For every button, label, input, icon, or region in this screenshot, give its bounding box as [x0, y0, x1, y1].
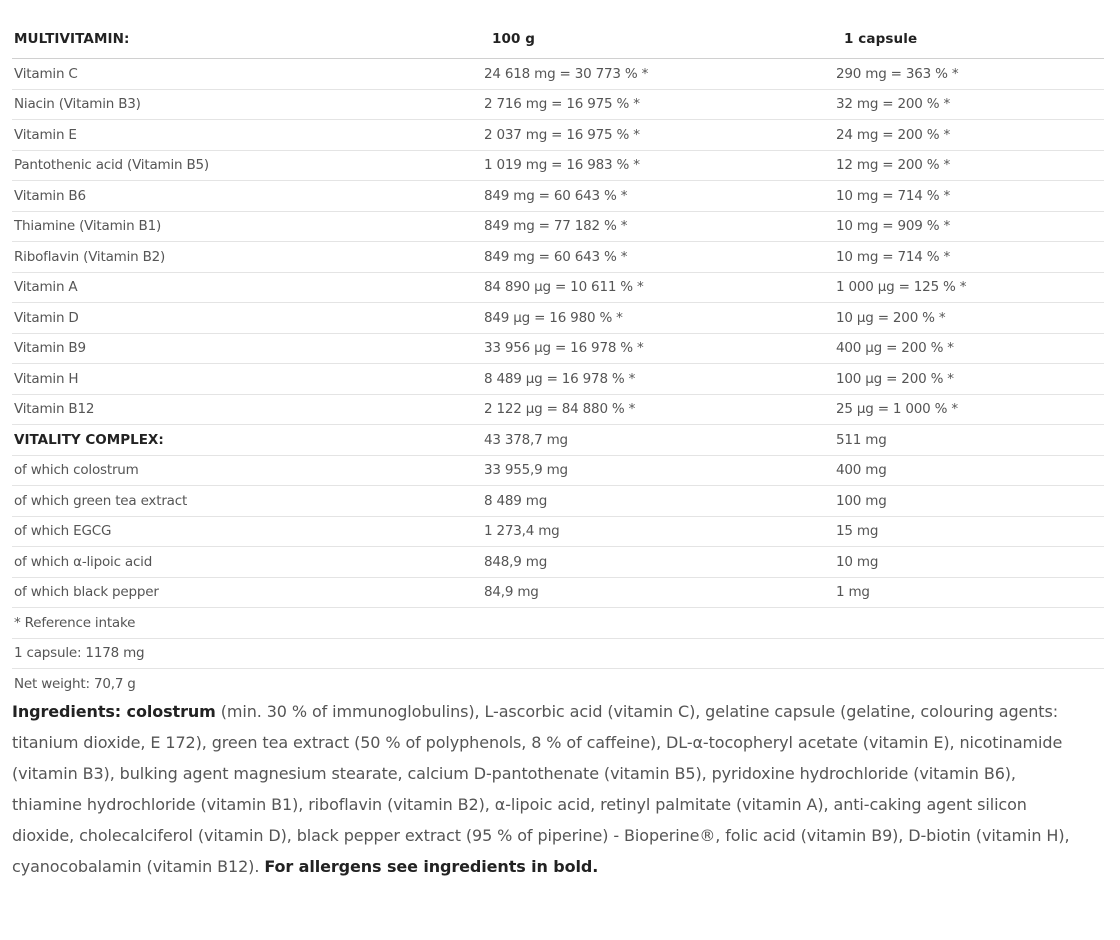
table-row — [12, 303, 1104, 334]
table-row — [12, 516, 1104, 547]
nutrient-name: Riboflavin (Vitamin B2) — [12, 242, 482, 273]
table-row — [12, 150, 1104, 181]
nutrient-name: VITALITY COMPLEX: — [12, 425, 482, 456]
value-capsule: 400 µg = 200 % * — [834, 333, 1104, 364]
value-100g: 84,9 mg — [482, 577, 834, 608]
nutrient-name: of which EGCG — [12, 516, 482, 547]
table-row — [12, 242, 1104, 273]
value-capsule: 1 mg — [834, 577, 1104, 608]
value-100g: 849 µg = 16 980 % * — [482, 303, 834, 334]
table-row — [12, 364, 1104, 395]
value-capsule — [834, 669, 1104, 699]
value-100g: 1 273,4 mg — [482, 516, 834, 547]
value-capsule — [834, 608, 1104, 639]
value-capsule: 100 mg — [834, 486, 1104, 517]
allergen-note: For allergens see ingredients in bold. — [264, 857, 599, 876]
value-capsule: 10 µg = 200 % * — [834, 303, 1104, 334]
value-capsule: 10 mg — [834, 547, 1104, 578]
nutrient-name: 1 capsule: 1178 mg — [12, 638, 482, 669]
nutrient-name: Vitamin E — [12, 120, 482, 151]
value-100g: 849 mg = 60 643 % * — [482, 242, 834, 273]
value-100g: 43 378,7 mg — [482, 425, 834, 456]
table-row — [12, 394, 1104, 425]
value-100g: 33 956 µg = 16 978 % * — [482, 333, 834, 364]
nutrient-name: * Reference intake — [12, 608, 482, 639]
nutrient-name: Net weight: 70,7 g — [14, 675, 136, 692]
value-capsule: 10 mg = 714 % * — [834, 242, 1104, 273]
value-100g: 8 489 mg — [482, 486, 834, 517]
table-header-row — [12, 20, 1104, 59]
value-100g: 8 489 µg = 16 978 % * — [482, 364, 834, 395]
value-100g — [482, 669, 834, 699]
table-row — [12, 272, 1104, 303]
table-row — [12, 577, 1104, 608]
table-row — [12, 486, 1104, 517]
table-row — [12, 211, 1104, 242]
table-row — [12, 608, 1104, 639]
header-multivitamin: MULTIVITAMIN: — [12, 20, 482, 59]
nutrient-name: of which α-lipoic acid — [12, 547, 482, 578]
table-row — [12, 333, 1104, 364]
table-row — [12, 425, 1104, 456]
value-capsule: 10 mg = 714 % * — [834, 181, 1104, 212]
ingredients-label: Ingredients: colostrum — [12, 702, 216, 721]
value-100g: 849 mg = 60 643 % * — [482, 181, 834, 212]
value-100g — [482, 608, 834, 639]
value-100g: 84 890 µg = 10 611 % * — [482, 272, 834, 303]
nutrient-name: Vitamin H — [12, 364, 482, 395]
value-100g: 848,9 mg — [482, 547, 834, 578]
value-capsule: 511 mg — [834, 425, 1104, 456]
nutrition-table — [12, 20, 1104, 699]
nutrient-name: Niacin (Vitamin B3) — [12, 89, 482, 120]
value-100g — [482, 638, 834, 669]
nutrient-name: Vitamin B9 — [12, 333, 482, 364]
nutrient-name: Thiamine (Vitamin B1) — [12, 211, 482, 242]
value-100g: 33 955,9 mg — [482, 455, 834, 486]
nutrient-name: of which colostrum — [12, 455, 482, 486]
nutrient-name: of which green tea extract — [12, 486, 482, 517]
value-capsule: 24 mg = 200 % * — [834, 120, 1104, 151]
nutrient-name: Vitamin C — [12, 59, 482, 90]
table-row — [12, 455, 1104, 486]
table-row — [12, 59, 1104, 90]
table-row — [12, 120, 1104, 151]
ingredients-list: (min. 30 % of immunoglobulins), L-ascorbic acid (vitamin C), gelatine capsule (gelatine, colouring agents: titanium dioxide, E 172), green tea extract (50 % of polyphenols, 8 % of caffeine), DL-α-tocopheryl acetate (vitamin E), nicotinamide (vitamin B3), bulking agent magnesium stearate, calcium D-pantothenate (vitamin B5), pyridoxine hydrochloride (vitamin B6), thiamine hydrochloride (vitamin B1), riboflavin (vitamin B2), α-lipoic acid, retinyl palmitate (vitamin A), anti-caking agent silicon dioxide, cholecalciferol (vitamin D), black pepper extract (95 % of piperine) - Bioperine®, folic acid (vitamin B9), D-biotin (vitamin H), cyanocobalamin (vitamin B12). — [12, 702, 1070, 876]
value-capsule: 15 mg — [834, 516, 1104, 547]
value-100g: 849 mg = 77 182 % * — [482, 211, 834, 242]
value-100g: 2 716 mg = 16 975 % * — [482, 89, 834, 120]
value-capsule: 100 µg = 200 % * — [834, 364, 1104, 395]
value-capsule — [834, 638, 1104, 669]
table-row — [12, 547, 1104, 578]
nutrient-name: of which black pepper — [12, 577, 482, 608]
nutrient-name: Vitamin A — [12, 272, 482, 303]
value-capsule: 1 000 µg = 125 % * — [834, 272, 1104, 303]
value-capsule: 25 µg = 1 000 % * — [834, 394, 1104, 425]
value-capsule: 400 mg — [834, 455, 1104, 486]
value-capsule: 32 mg = 200 % * — [834, 89, 1104, 120]
table-row — [12, 638, 1104, 669]
value-capsule: 10 mg = 909 % * — [834, 211, 1104, 242]
value-capsule: 12 mg = 200 % * — [834, 150, 1104, 181]
value-100g: 2 122 µg = 84 880 % * — [482, 394, 834, 425]
value-capsule: 290 mg = 363 % * — [834, 59, 1104, 90]
header-100g: 100 g — [482, 20, 834, 59]
value-100g: 1 019 mg = 16 983 % * — [482, 150, 834, 181]
table-row — [12, 669, 1104, 699]
nutrient-name: Vitamin D — [12, 303, 482, 334]
ingredients-text — [12, 696, 1072, 882]
table-row — [12, 181, 1104, 212]
nutrient-name: Vitamin B6 — [12, 181, 482, 212]
nutrient-name: Pantothenic acid (Vitamin B5) — [12, 150, 482, 181]
nutrient-name: Vitamin B12 — [12, 394, 482, 425]
value-100g: 24 618 mg = 30 773 % * — [482, 59, 834, 90]
header-1-capsule: 1 capsule — [834, 20, 1104, 59]
value-100g: 2 037 mg = 16 975 % * — [482, 120, 834, 151]
table-row — [12, 89, 1104, 120]
